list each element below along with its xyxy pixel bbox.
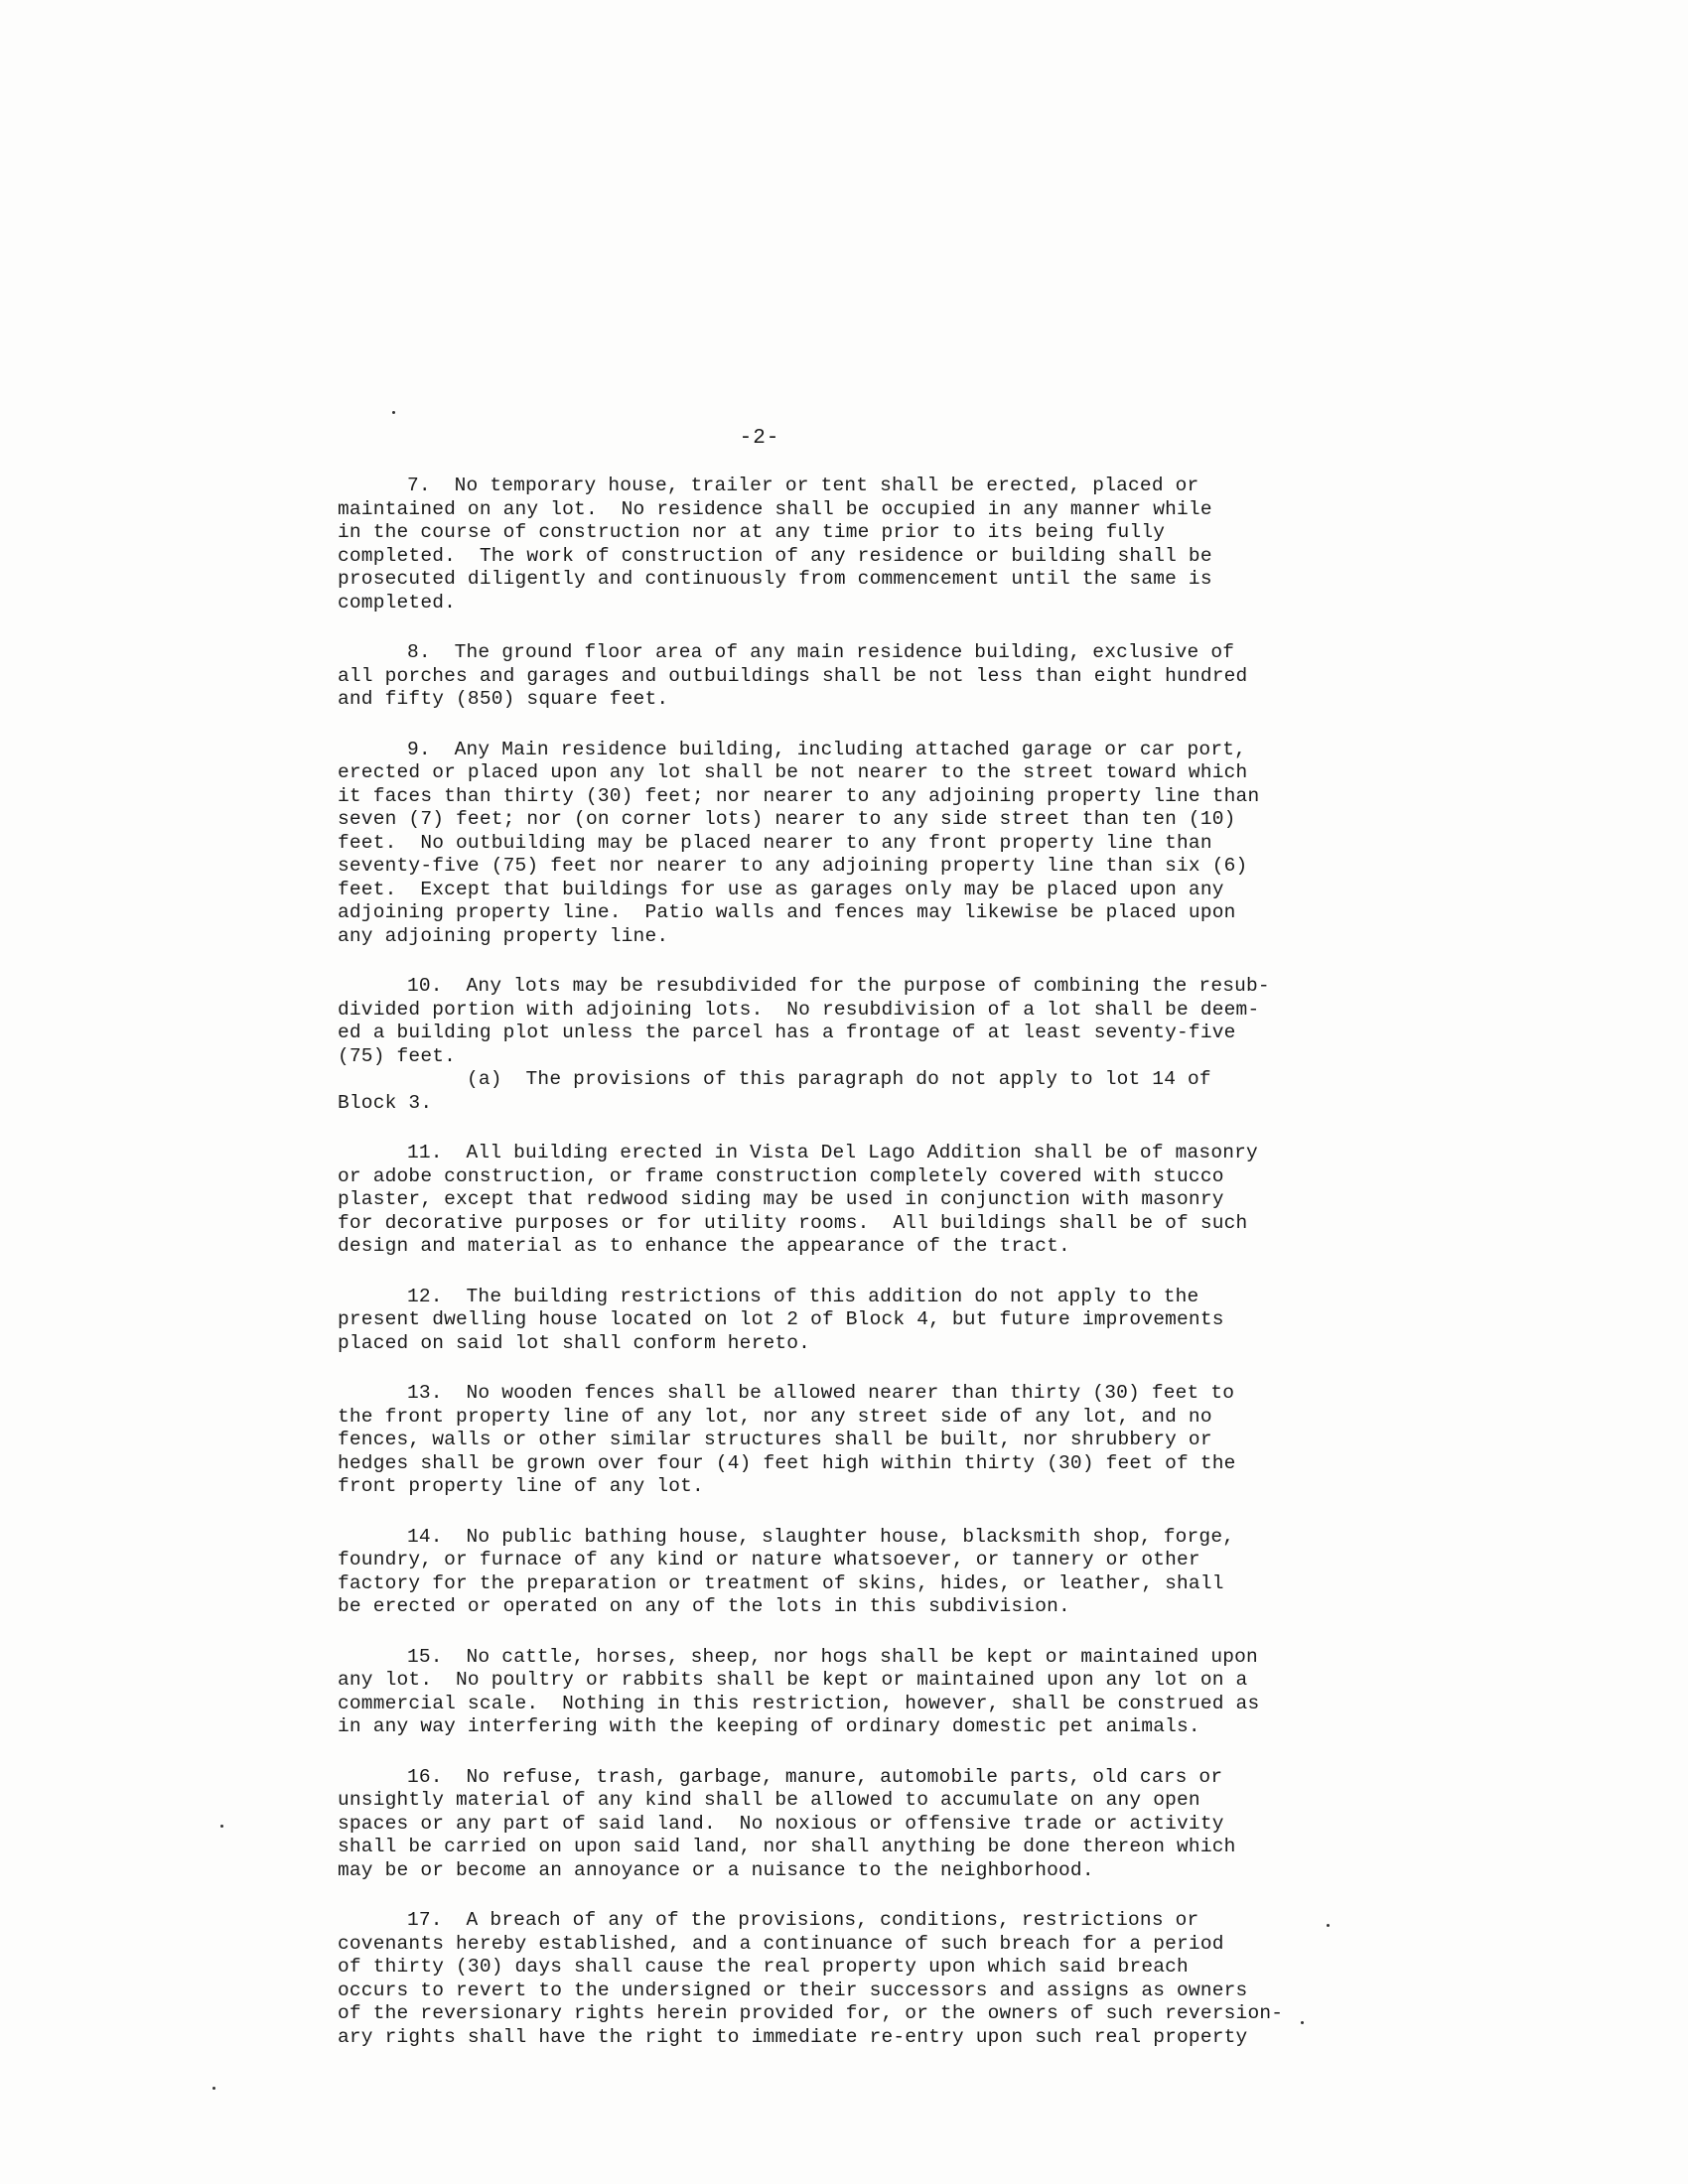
paragraph-line: ary rights shall have the right to immediate re-entry upon such real property — [338, 2025, 1248, 2048]
scan-speck — [392, 411, 395, 414]
paragraph-line: plaster, except that redwood siding may be used in conjunction with masonry — [338, 1188, 1224, 1210]
paragraph-line: 17. A breach of any of the provisions, conditions, restrictions or — [407, 1909, 1199, 1931]
paragraph-line: front property line of any lot. — [338, 1475, 704, 1497]
paragraph-line: 11. All building erected in Vista Del Lago Addition shall be of masonry — [407, 1142, 1258, 1163]
paragraph — [338, 1766, 1331, 1883]
paragraph-line: 13. No wooden fences shall be allowed nearer than thirty (30) feet to — [407, 1382, 1235, 1404]
paragraph-line: any lot. No poultry or rabbits shall be kept or maintained upon any lot on a — [338, 1669, 1248, 1691]
scan-speck — [1301, 2021, 1304, 2024]
scan-speck — [212, 2087, 215, 2090]
paragraph-line: spaces or any part of said land. No noxious or offensive trade or activity — [338, 1812, 1224, 1835]
paragraph — [338, 641, 1331, 712]
paragraph — [338, 1909, 1331, 2049]
paragraph-line: ed a building plot unless the parcel has a frontage of at least seventy-five — [338, 1022, 1236, 1043]
paragraph — [338, 1142, 1331, 1259]
paragraph-line: of thirty (30) days shall cause the real property upon which said breach — [338, 1956, 1189, 1978]
paragraph-line: be erected or operated on any of the lots in this subdivision. — [338, 1595, 1070, 1617]
paragraph-line: seventy-five (75) feet nor nearer to any adjoining property line than six (6) — [338, 855, 1248, 877]
paragraph-line: in any way interfering with the keeping of ordinary domestic pet animals. — [338, 1715, 1200, 1737]
paragraph — [338, 1286, 1331, 1356]
paragraph-line: 14. No public bathing house, slaughter house, blacksmith shop, forge, — [407, 1525, 1235, 1548]
paragraph-line: adjoining property line. Patio walls and fences may likewise be placed upon — [338, 901, 1236, 923]
paragraph-line: design and material as to enhance the appearance of the tract. — [338, 1235, 1070, 1257]
paragraph-line: covenants hereby established, and a continuance of such breach for a period — [338, 1932, 1224, 1955]
scan-speck — [1327, 1924, 1330, 1927]
paragraph — [338, 475, 1331, 614]
paragraph-line: placed on said lot shall conform hereto. — [338, 1331, 811, 1354]
paragraph-line: 7. No temporary house, trailer or tent shall be erected, placed or — [407, 475, 1199, 496]
paragraph-line: for decorative purposes or for utility rooms. All buildings shall be of such — [338, 1211, 1248, 1234]
sub-paragraph-line: Block 3. — [338, 1091, 433, 1114]
paragraph — [338, 975, 1331, 1115]
paragraph-line: prosecuted diligently and continuously from commencement until the same is — [338, 568, 1212, 590]
sub-paragraph-line: (a) The provisions of this paragraph do not apply to lot 14 of — [467, 1068, 1211, 1090]
paragraph-line: feet. Except that buildings for use as garages only may be placed upon any — [338, 878, 1224, 900]
paragraph-line: 9. Any Main residence building, including attached garage or car port, — [407, 738, 1247, 760]
paragraph-line: in the course of construction nor at any time prior to its being fully — [338, 521, 1166, 543]
paragraph — [338, 1382, 1331, 1499]
paragraph-line: factory for the preparation or treatment of skins, hides, or leather, shall — [338, 1571, 1224, 1594]
paragraph-line: hedges shall be grown over four (4) feet high within thirty (30) feet of the — [338, 1451, 1236, 1474]
paragraph-line: fences, walls or other similar structures shall be built, nor shrubbery or — [338, 1429, 1212, 1450]
paragraph-line: erected or placed upon any lot shall be not nearer to the street toward which — [338, 761, 1248, 783]
paragraph-line: it faces than thirty (30) feet; nor nearer to any adjoining property line than — [338, 784, 1260, 807]
paragraph-line: the front property line of any lot, nor any street side of any lot, and no — [338, 1405, 1212, 1428]
paragraph-line: foundry, or furnace of any kind or nature whatsoever, or tannery or other — [338, 1549, 1200, 1570]
paragraph-line: maintained on any lot. No residence shall be occupied in any manner while — [338, 497, 1212, 520]
document-body — [338, 475, 1331, 2076]
paragraph-line: 15. No cattle, horses, sheep, nor hogs shall be kept or maintained upon — [407, 1645, 1258, 1668]
paragraph — [338, 739, 1331, 949]
paragraph-line: feet. No outbuilding may be placed nearer to any front property line than — [338, 831, 1212, 854]
paragraph-line: (75) feet. — [338, 1044, 457, 1067]
paragraph-line: occurs to revert to the undersigned or their successors and assigns as owners — [338, 1979, 1248, 2001]
paragraph-line: of the reversionary rights herein provided for, or the owners of such reversion- — [338, 2002, 1284, 2024]
paragraph-line: any adjoining property line. — [338, 924, 669, 947]
paragraph-line: 8. The ground floor area of any main residence building, exclusive of — [407, 641, 1235, 663]
paragraph-line: divided portion with adjoining lots. No resubdivision of a lot shall be deem- — [338, 998, 1260, 1021]
paragraph-line: present dwelling house located on lot 2 of Block 4, but future improvements — [338, 1308, 1224, 1330]
paragraph-line: shall be carried on upon said land, nor shall anything be done thereon which — [338, 1836, 1236, 1857]
paragraph-line: or adobe construction, or frame construction completely covered with stucco — [338, 1164, 1224, 1187]
paragraph-line: 16. No refuse, trash, garbage, manure, automobile parts, old cars or — [407, 1765, 1223, 1788]
paragraph-line: completed. The work of construction of any residence or building shall be — [338, 544, 1212, 567]
paragraph-line: and fifty (850) square feet. — [338, 688, 669, 710]
page-number: -2- — [739, 427, 780, 450]
scan-speck — [220, 1825, 223, 1828]
paragraph-line: may be or become an annoyance or a nuisance to the neighborhood. — [338, 1858, 1094, 1881]
sub-paragraph — [338, 1068, 1331, 1115]
paragraph-line: commercial scale. Nothing in this restriction, however, shall be construed as — [338, 1692, 1260, 1714]
paragraph-line: completed. — [338, 591, 457, 614]
paragraph-line: seven (7) feet; nor (on corner lots) nearer to any side street than ten (10) — [338, 808, 1236, 830]
paragraph-line: all porches and garages and outbuildings shall be not less than eight hundred — [338, 664, 1248, 687]
paragraph-line: 10. Any lots may be resubdivided for the purpose of combining the resub- — [407, 975, 1270, 997]
paragraph — [338, 1646, 1331, 1739]
paragraph-line: 12. The building restrictions of this addition do not apply to the — [407, 1285, 1199, 1307]
paragraph-line: unsightly material of any kind shall be allowed to accumulate on any open — [338, 1789, 1200, 1811]
paragraph — [338, 1526, 1331, 1619]
